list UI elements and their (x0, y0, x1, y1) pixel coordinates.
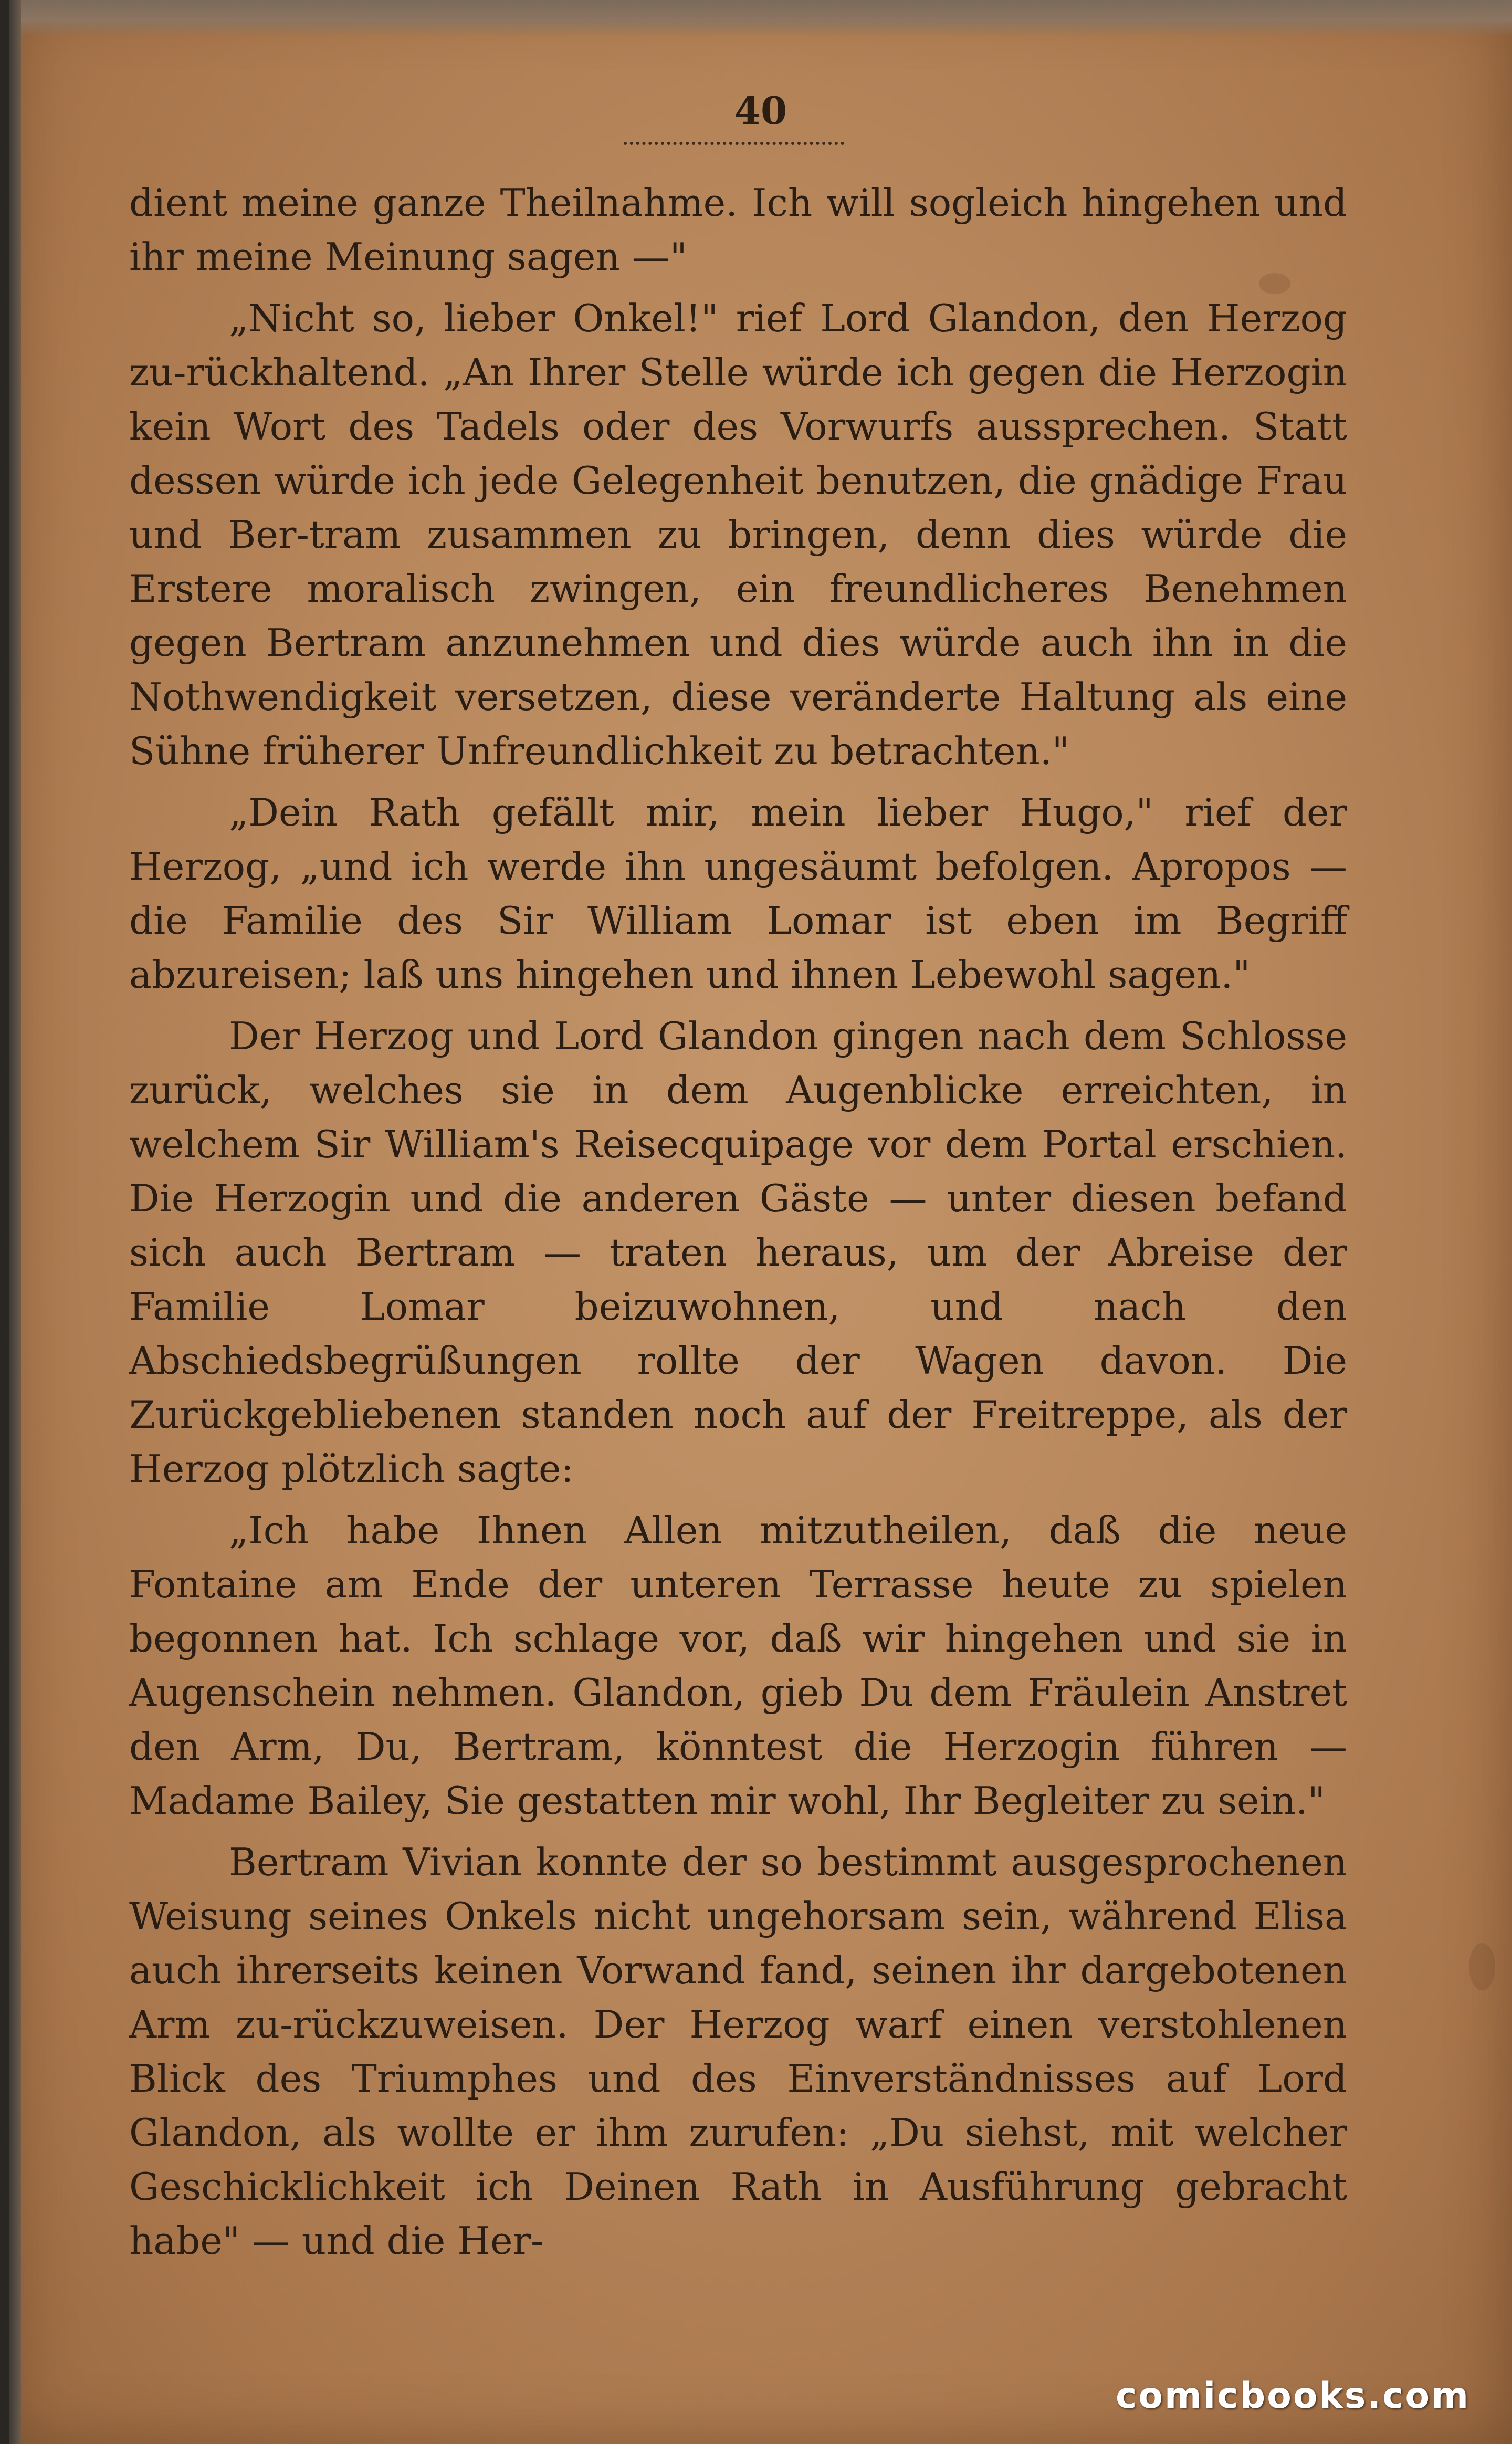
paragraph: „Nicht so, lieber Onkel!" rief Lord Glandon, den Herzog zu-rückhaltend. „An Ihrer Stelle würde ich gegen die Herzogin kein Wort des Tadels oder des Vorwurfs aussprechen. Statt dessen würde ich jede Gelegenheit benutzen, die gnädige Frau und Ber-tram zusammen zu bringen, denn dies würde die Erstere moralisch zwingen, ein freundlicheres Benehmen gegen Bertram anzunehmen und dies würde auch ihn in die Nothwendigkeit versetzen, diese veränderte Haltung als eine Sühne früherer Unfreundlichkeit zu betrachten." (129, 296, 1347, 773)
page-number: 40 (734, 88, 788, 133)
paragraph: dient meine ganze Theilnahme. Ich will sogleich hingehen und ihr meine Meinung sagen —" (129, 181, 1347, 279)
paragraph: Bertram Vivian konnte der so bestimmt ausgesprochenen Weisung seines Onkels nicht ungehorsam sein, während Elisa auch ihrerseits keinen Vorwand fand, seinen ihr dargebotenen Arm zu-rückzuweisen. Der Herzog warf einen verstohlenen Blick des Triumphes und des Einverständnisses auf Lord Glandon, als wollte er ihm zurufen: „Du siehst, mit welcher Geschicklichkeit ich Deinen Rath in Ausführung gebracht habe" — und die Her- (129, 1840, 1347, 2263)
page-number-ornament (624, 132, 844, 145)
book-page (9, 0, 1512, 2444)
paper-stain (1469, 1943, 1495, 1990)
body-text (129, 176, 1347, 2275)
paragraph: Der Herzog und Lord Glandon gingen nach dem Schlosse zurück, welches sie in dem Augenblicke erreichten, in welchem Sir William's Reisecquipage vor dem Portal erschien. Die Herzogin und die anderen Gäste — unter diesen befand sich auch Bertram — traten heraus, um der Abreise der Familie Lomar beizuwohnen, und nach den Abschiedsbegrüßungen rollte der Wagen davon. Die Zurückgebliebenen standen noch auf der Freitreppe, als der Herzog plötzlich sagte: (129, 1014, 1347, 1491)
paragraph: „Dein Rath gefällt mir, mein lieber Hugo," rief der Herzog, „und ich werde ihn ungesäumt befolgen. Apropos — die Familie des Sir William Lomar ist eben im Begriff abzureisen; laß uns hingehen und ihnen Lebewohl sagen." (129, 790, 1347, 997)
paragraph: „Ich habe Ihnen Allen mitzutheilen, daß die neue Fontaine am Ende der unteren Terrasse heute zu spielen begonnen hat. Ich schlage vor, daß wir hingehen und sie in Augenschein nehmen. Glandon, gieb Du dem Fräulein Anstret den Arm, Du, Bertram, könntest die Herzogin führen — Madame Bailey, Sie gestatten mir wohl, Ihr Begleiter zu sein." (129, 1508, 1347, 1823)
page-top-edge (9, 0, 1512, 37)
watermark: comicbooks.com (1115, 2375, 1470, 2417)
page-left-edge (9, 0, 21, 2444)
